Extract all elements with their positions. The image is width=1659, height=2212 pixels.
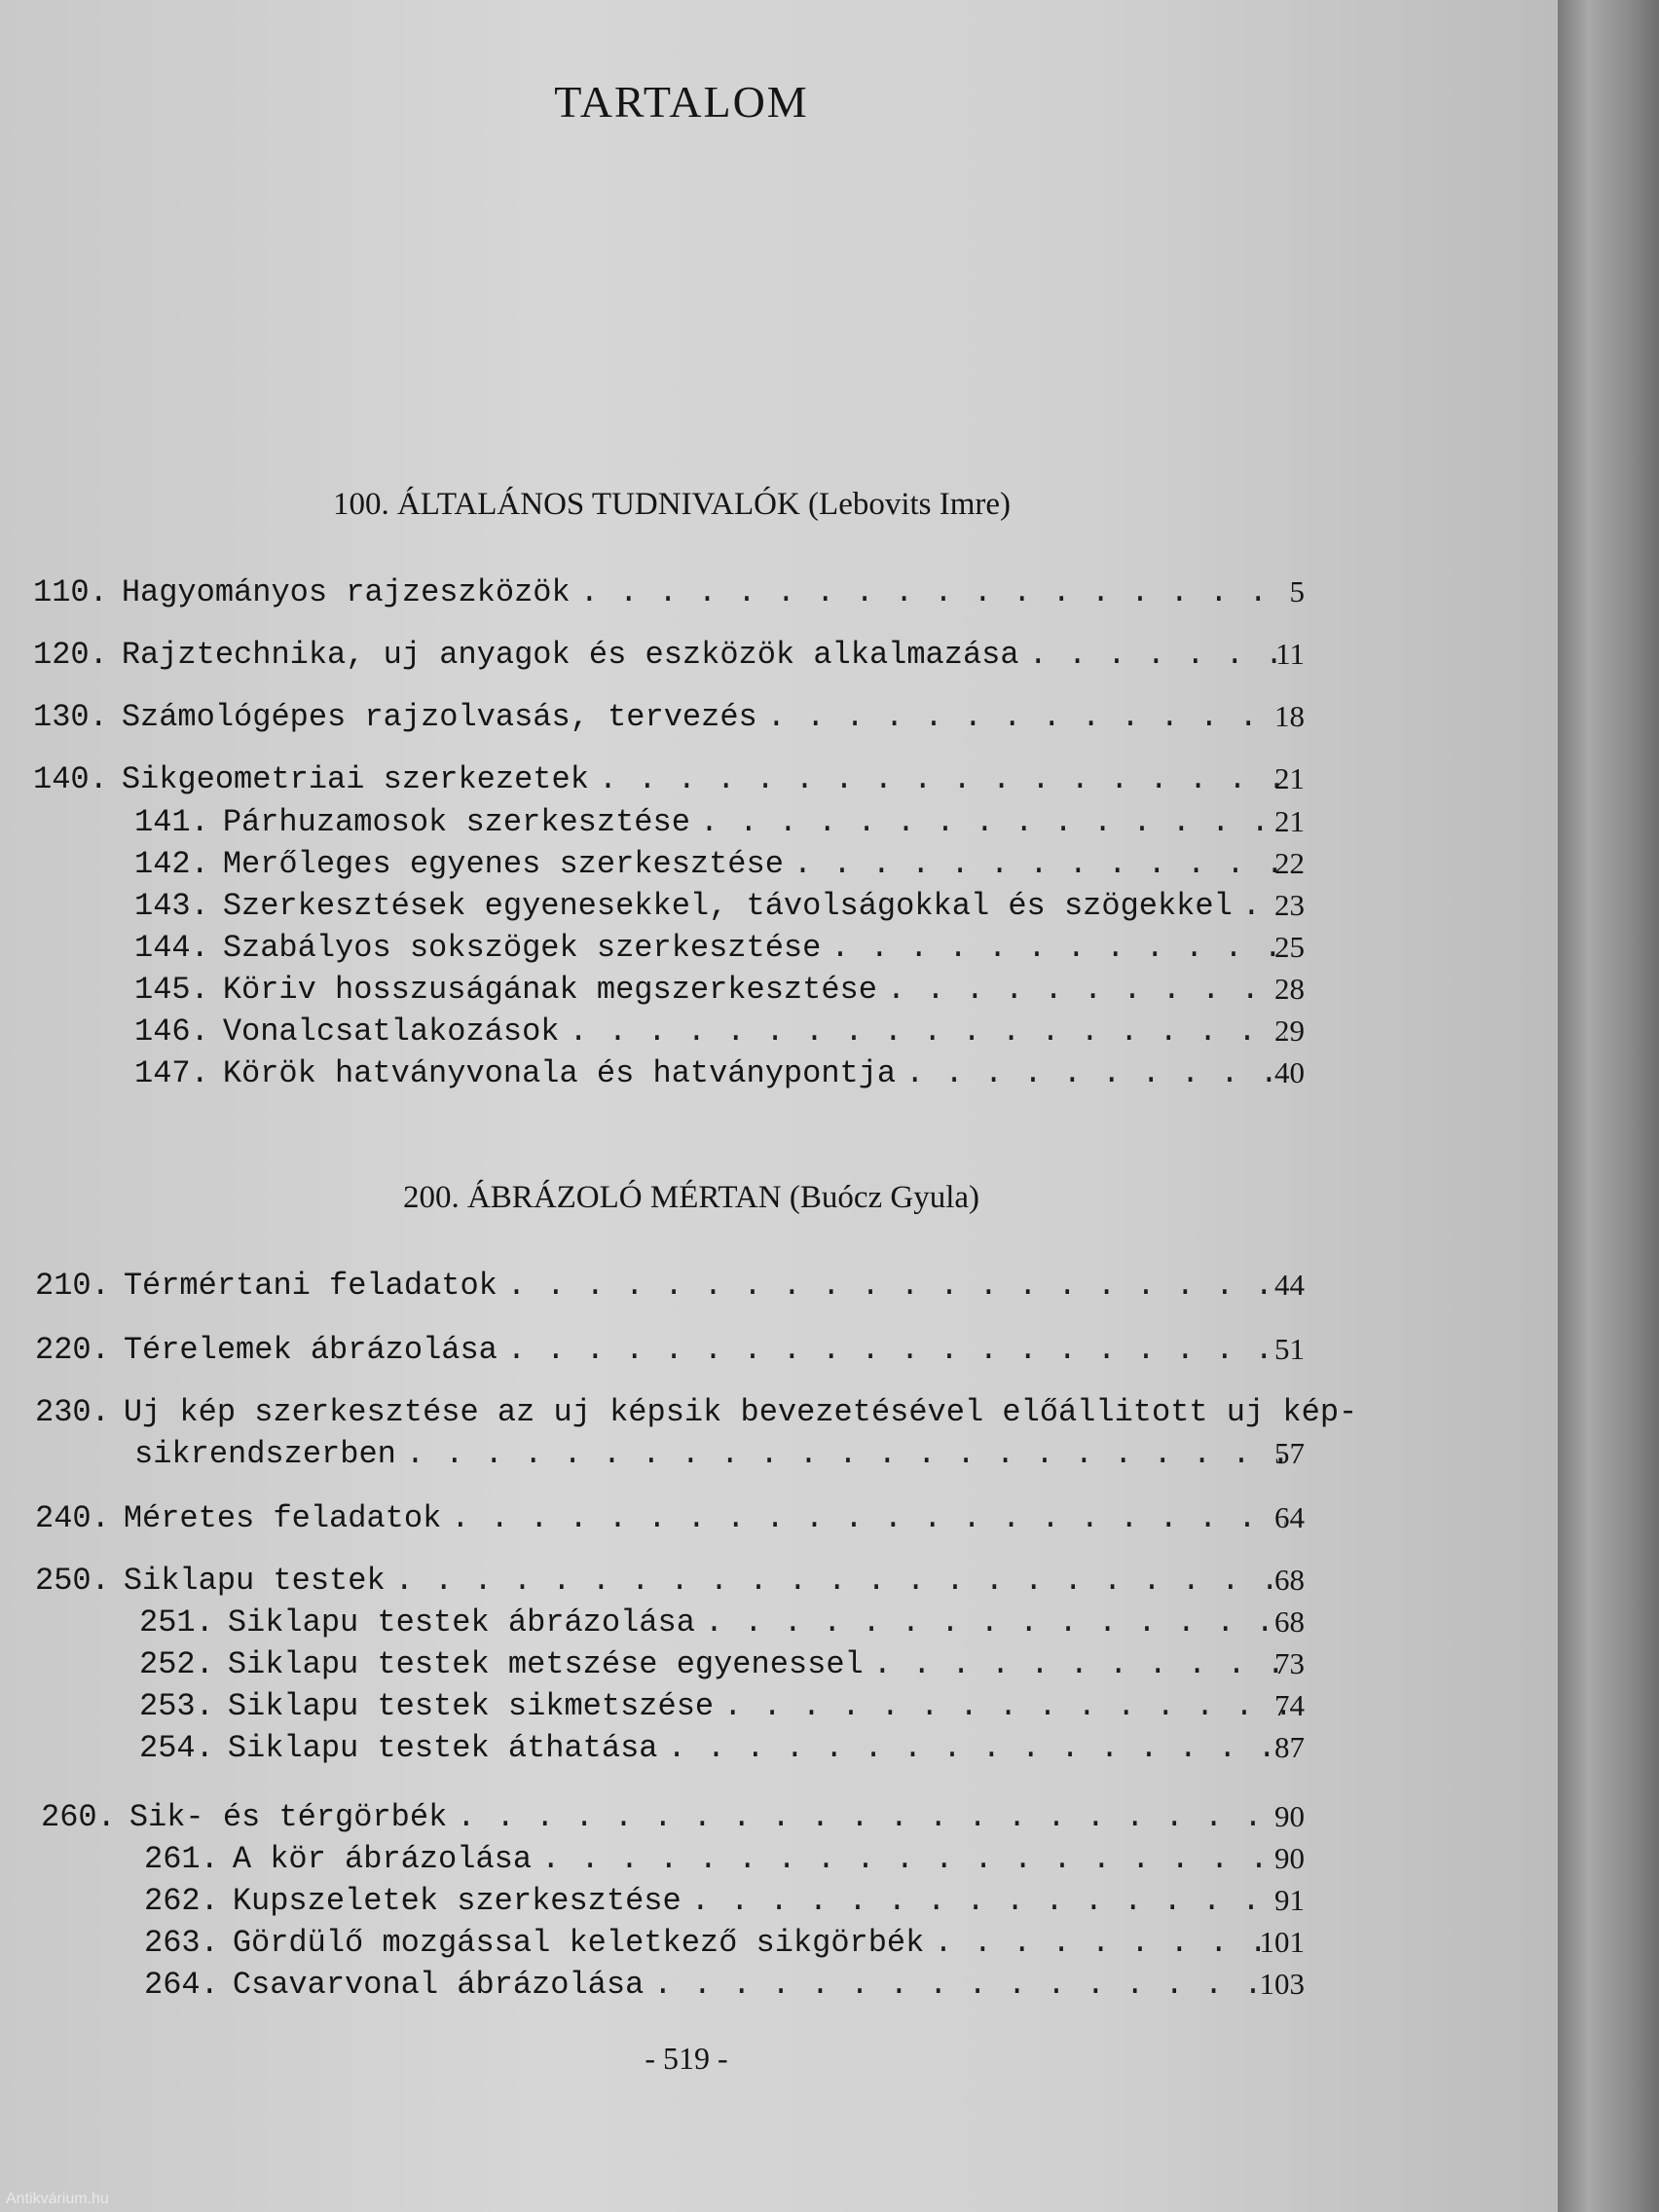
- toc-entry-263: [0, 1925, 1305, 1961]
- toc-entry-120: [0, 637, 1305, 673]
- entry-label: Gördülő mozgással keletkező sikgörbék: [232, 1925, 925, 1961]
- entry-number: 120.: [33, 637, 108, 673]
- entry-number: 140.: [33, 761, 108, 797]
- entry-page: 23: [1274, 888, 1305, 922]
- dot-leader: [793, 846, 1285, 882]
- dot-leader: [507, 1268, 1285, 1304]
- entry-number: 220.: [35, 1332, 110, 1368]
- entry-page: 44: [1274, 1268, 1305, 1302]
- dot-leader: [887, 972, 1285, 1008]
- dot-leader: [667, 1730, 1285, 1766]
- entry-number: 130.: [33, 699, 108, 735]
- dot-leader: [873, 1646, 1285, 1682]
- entry-label: Szabályos sokszögek szerkesztése: [222, 930, 822, 966]
- toc-entry-110: [0, 574, 1305, 610]
- entry-number: 250.: [35, 1563, 110, 1599]
- dot-leader: [580, 574, 1285, 610]
- dot-leader: [395, 1563, 1285, 1599]
- entry-number: 252.: [139, 1646, 214, 1682]
- dot-leader: [830, 930, 1285, 966]
- entry-label: Rajztechnika, uj anyagok és eszközök alkalmazása: [121, 637, 1019, 673]
- entry-page: 68: [1274, 1563, 1305, 1597]
- entry-label: Kupszeletek szerkesztése: [232, 1883, 682, 1919]
- entry-number: 110.: [33, 574, 108, 610]
- section-heading-100: 100. ÁLTALÁNOS TUDNIVALÓK (Lebovits Imre): [332, 487, 1012, 522]
- dot-leader: [569, 1014, 1285, 1050]
- toc-entry-143: [0, 888, 1305, 924]
- entry-number: 145.: [134, 972, 209, 1008]
- entry-number: 263.: [144, 1925, 219, 1961]
- entry-number: 210.: [35, 1268, 110, 1304]
- entry-number: 147.: [134, 1055, 209, 1091]
- dot-leader: [934, 1925, 1285, 1961]
- entry-page: 68: [1274, 1604, 1305, 1639]
- dot-leader: [723, 1688, 1285, 1724]
- watermark: Antikvárium.hu: [6, 2191, 109, 2207]
- entry-page: 90: [1274, 1841, 1305, 1875]
- toc-entry-230: [0, 1394, 1358, 1430]
- entry-label: Uj kép szerkesztése az uj képsik bevezetésével előállitott uj kép-: [123, 1394, 1358, 1430]
- entry-page: 91: [1274, 1883, 1305, 1917]
- entry-number: 262.: [144, 1883, 219, 1919]
- toc-entry-144: [0, 930, 1305, 966]
- entry-page: 28: [1274, 972, 1305, 1006]
- entry-page: 21: [1274, 804, 1305, 838]
- entry-page: 22: [1274, 846, 1305, 880]
- entry-page: 40: [1274, 1055, 1305, 1089]
- entry-page: 18: [1274, 699, 1305, 733]
- entry-label: Siklapu testek: [123, 1563, 386, 1599]
- dot-leader: [507, 1332, 1285, 1368]
- entry-page: 90: [1274, 1799, 1305, 1833]
- toc-entry-240: [0, 1500, 1305, 1536]
- entry-label: Vonalcsatlakozások: [222, 1014, 560, 1050]
- entry-page: 103: [1259, 1967, 1305, 2001]
- entry-label: Merőleges egyenes szerkesztése: [222, 846, 784, 882]
- entry-label: Hagyományos rajzeszközök: [121, 574, 571, 610]
- toc-entry-264: [0, 1967, 1305, 2003]
- dot-leader: [705, 1604, 1285, 1641]
- entry-number: 146.: [134, 1014, 209, 1050]
- toc-entry-146: [0, 1014, 1305, 1050]
- toc-entry-261: [0, 1841, 1305, 1877]
- dot-leader: [653, 1967, 1285, 2003]
- entry-page: 87: [1274, 1730, 1305, 1764]
- entry-number: 254.: [139, 1730, 214, 1766]
- toc-entry-262: [0, 1883, 1305, 1919]
- page-edge: [1558, 0, 1659, 2212]
- entry-page: 101: [1259, 1925, 1305, 1959]
- toc-entry-210: [0, 1268, 1305, 1304]
- entry-label: Siklapu testek metszése egyenessel: [227, 1646, 864, 1682]
- page-title: TARTALOM: [554, 77, 809, 127]
- entry-number: 143.: [134, 888, 209, 924]
- entry-page: 51: [1274, 1332, 1305, 1366]
- toc-entry-220: [0, 1332, 1305, 1368]
- entry-label: Számológépes rajzolvasás, tervezés: [121, 699, 757, 735]
- entry-label: Köriv hosszuságának megszerkesztése: [222, 972, 877, 1008]
- entry-page: 29: [1274, 1014, 1305, 1048]
- toc-entry-147: [0, 1055, 1305, 1091]
- toc-entry-251: [0, 1604, 1305, 1641]
- entry-page: 73: [1274, 1646, 1305, 1680]
- entry-label: Siklapu testek sikmetszése: [227, 1688, 715, 1724]
- entry-page: 74: [1274, 1688, 1305, 1722]
- dot-leader: [457, 1799, 1285, 1835]
- entry-number: 260.: [41, 1799, 116, 1835]
- dot-leader: [905, 1055, 1285, 1091]
- entry-number: 251.: [139, 1604, 214, 1641]
- toc-entry-142: [0, 846, 1305, 882]
- entry-label: Siklapu testek áthatása: [227, 1730, 658, 1766]
- toc-entry-254: [0, 1730, 1305, 1766]
- dot-leader: [700, 804, 1285, 840]
- dot-leader: [541, 1841, 1285, 1877]
- toc-entry-260: [0, 1799, 1305, 1835]
- entry-number: 144.: [134, 930, 209, 966]
- entry-page: 11: [1275, 637, 1305, 671]
- entry-number: 253.: [139, 1688, 214, 1724]
- entry-page: 64: [1274, 1500, 1305, 1534]
- entry-label: Körök hatványvonala és hatványpontja: [222, 1055, 897, 1091]
- entry-label: Sik- és térgörbék: [129, 1799, 448, 1835]
- toc-entry-130: [0, 699, 1305, 735]
- entry-page: 25: [1274, 930, 1305, 964]
- dot-leader: [691, 1883, 1285, 1919]
- section-heading-200: 200. ÁBRÁZOLÓ MÉRTAN (Buócz Gyula): [402, 1180, 980, 1215]
- entry-label: A kör ábrázolása: [232, 1841, 533, 1877]
- dot-leader: [599, 761, 1285, 797]
- entry-label: Méretes feladatok: [123, 1500, 442, 1536]
- toc-entry-230-continued: [0, 1436, 1305, 1472]
- toc-entry-253: [0, 1688, 1305, 1724]
- entry-label-continued: sikrendszerben: [134, 1436, 396, 1472]
- page-number-footer: - 519 -: [645, 2041, 728, 2076]
- dot-leader: [451, 1500, 1285, 1536]
- toc-entry-141: [0, 804, 1305, 840]
- entry-number: 230.: [35, 1394, 110, 1430]
- entry-page: 21: [1274, 761, 1305, 795]
- dot-leader: [406, 1436, 1285, 1472]
- entry-label: Csavarvonal ábrázolása: [232, 1967, 645, 2003]
- dot-leader: [767, 699, 1285, 735]
- entry-label: Térelemek ábrázolása: [123, 1332, 498, 1368]
- entry-label: Térmértani feladatok: [123, 1268, 498, 1304]
- entry-number: 142.: [134, 846, 209, 882]
- toc-entry-250: [0, 1563, 1305, 1599]
- toc-entry-252: [0, 1646, 1305, 1682]
- entry-number: 240.: [35, 1500, 110, 1536]
- entry-number: 141.: [134, 804, 209, 840]
- entry-label: Sikgeometriai szerkezetek: [121, 761, 589, 797]
- entry-number: 264.: [144, 1967, 219, 2003]
- toc-entry-140: [0, 761, 1305, 797]
- entry-label: Párhuzamosok szerkesztése: [222, 804, 690, 840]
- entry-label: Szerkesztések egyenesekkel, távolságokkal és szögekkel: [222, 888, 1233, 924]
- entry-page: 5: [1289, 574, 1305, 608]
- entry-page: 57: [1274, 1436, 1305, 1470]
- entry-label: Siklapu testek ábrázolása: [227, 1604, 695, 1641]
- entry-number: 261.: [144, 1841, 219, 1877]
- toc-entry-145: [0, 972, 1305, 1008]
